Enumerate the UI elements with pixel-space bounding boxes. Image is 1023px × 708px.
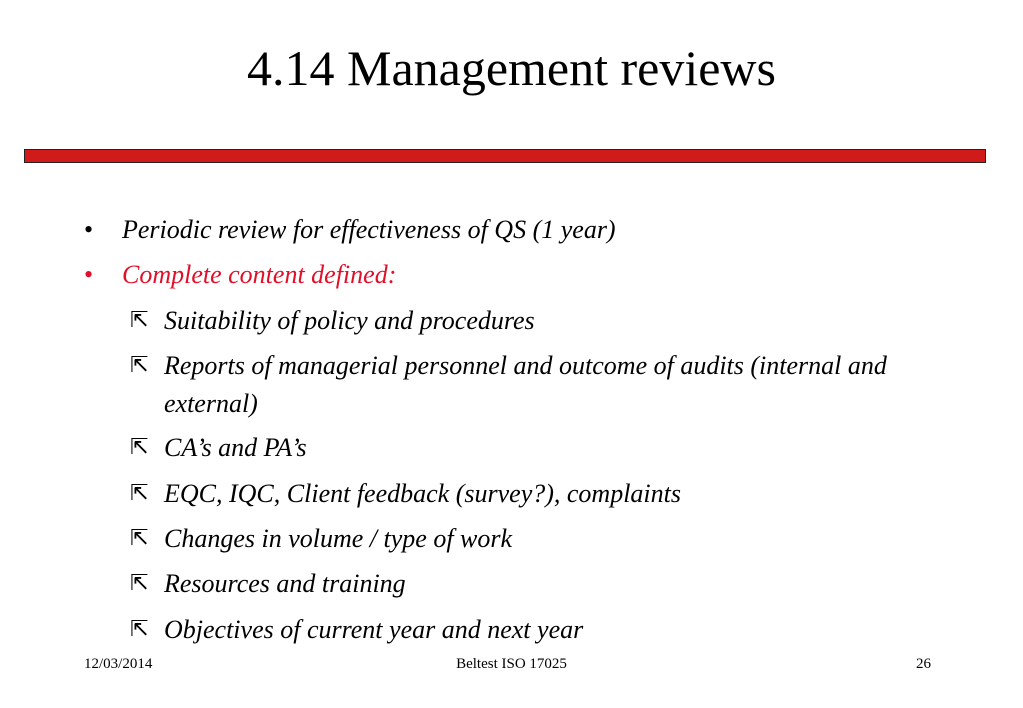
sub-bullet-item: [130, 475, 890, 513]
sub-bullet-item: [130, 302, 890, 340]
slide-title: 4.14 Management reviews: [246, 40, 776, 96]
sub-bullet-item: [130, 429, 890, 467]
footer-date: 12/03/2014: [84, 656, 153, 672]
arrow-up-left-icon: ⇱: [130, 353, 149, 378]
bullet-item-highlighted: [84, 259, 396, 291]
sub-bullet-text: Reports of managerial personnel and outcome of audits (internal and external): [164, 351, 887, 418]
sub-bullet-item: [130, 347, 890, 423]
sub-bullet-text: CA’s and PA’s: [164, 433, 307, 462]
bullet-text: Periodic review for effectiveness of QS (1 year): [122, 215, 616, 244]
bullet-item: [84, 214, 616, 246]
sub-bullet-text: Suitability of policy and procedures: [164, 306, 535, 335]
arrow-up-left-icon: ⇱: [130, 308, 149, 333]
arrow-up-left-icon: ⇱: [130, 617, 149, 642]
arrow-up-left-icon: ⇱: [130, 571, 149, 596]
sub-bullet-text: Resources and training: [164, 569, 406, 598]
sub-bullet-text: Changes in volume / type of work: [164, 524, 513, 553]
arrow-up-left-icon: ⇱: [130, 481, 149, 506]
footer-title: Beltest ISO 17025: [456, 656, 567, 672]
sub-bullet-item: [130, 611, 890, 649]
sub-bullet-item: [130, 565, 890, 603]
bullet-text: Complete content defined:: [122, 260, 397, 289]
bullet-marker: •: [84, 215, 94, 244]
arrow-up-left-icon: ⇱: [130, 526, 149, 551]
sub-bullet-text: EQC, IQC, Client feedback (survey?), complaints: [164, 479, 681, 508]
sub-bullet-item: [130, 520, 890, 558]
sub-bullet-text: Objectives of current year and next year: [164, 615, 584, 644]
arrow-up-left-icon: ⇱: [130, 435, 149, 460]
page-number: 26: [916, 656, 931, 672]
bullet-marker: •: [84, 260, 94, 289]
